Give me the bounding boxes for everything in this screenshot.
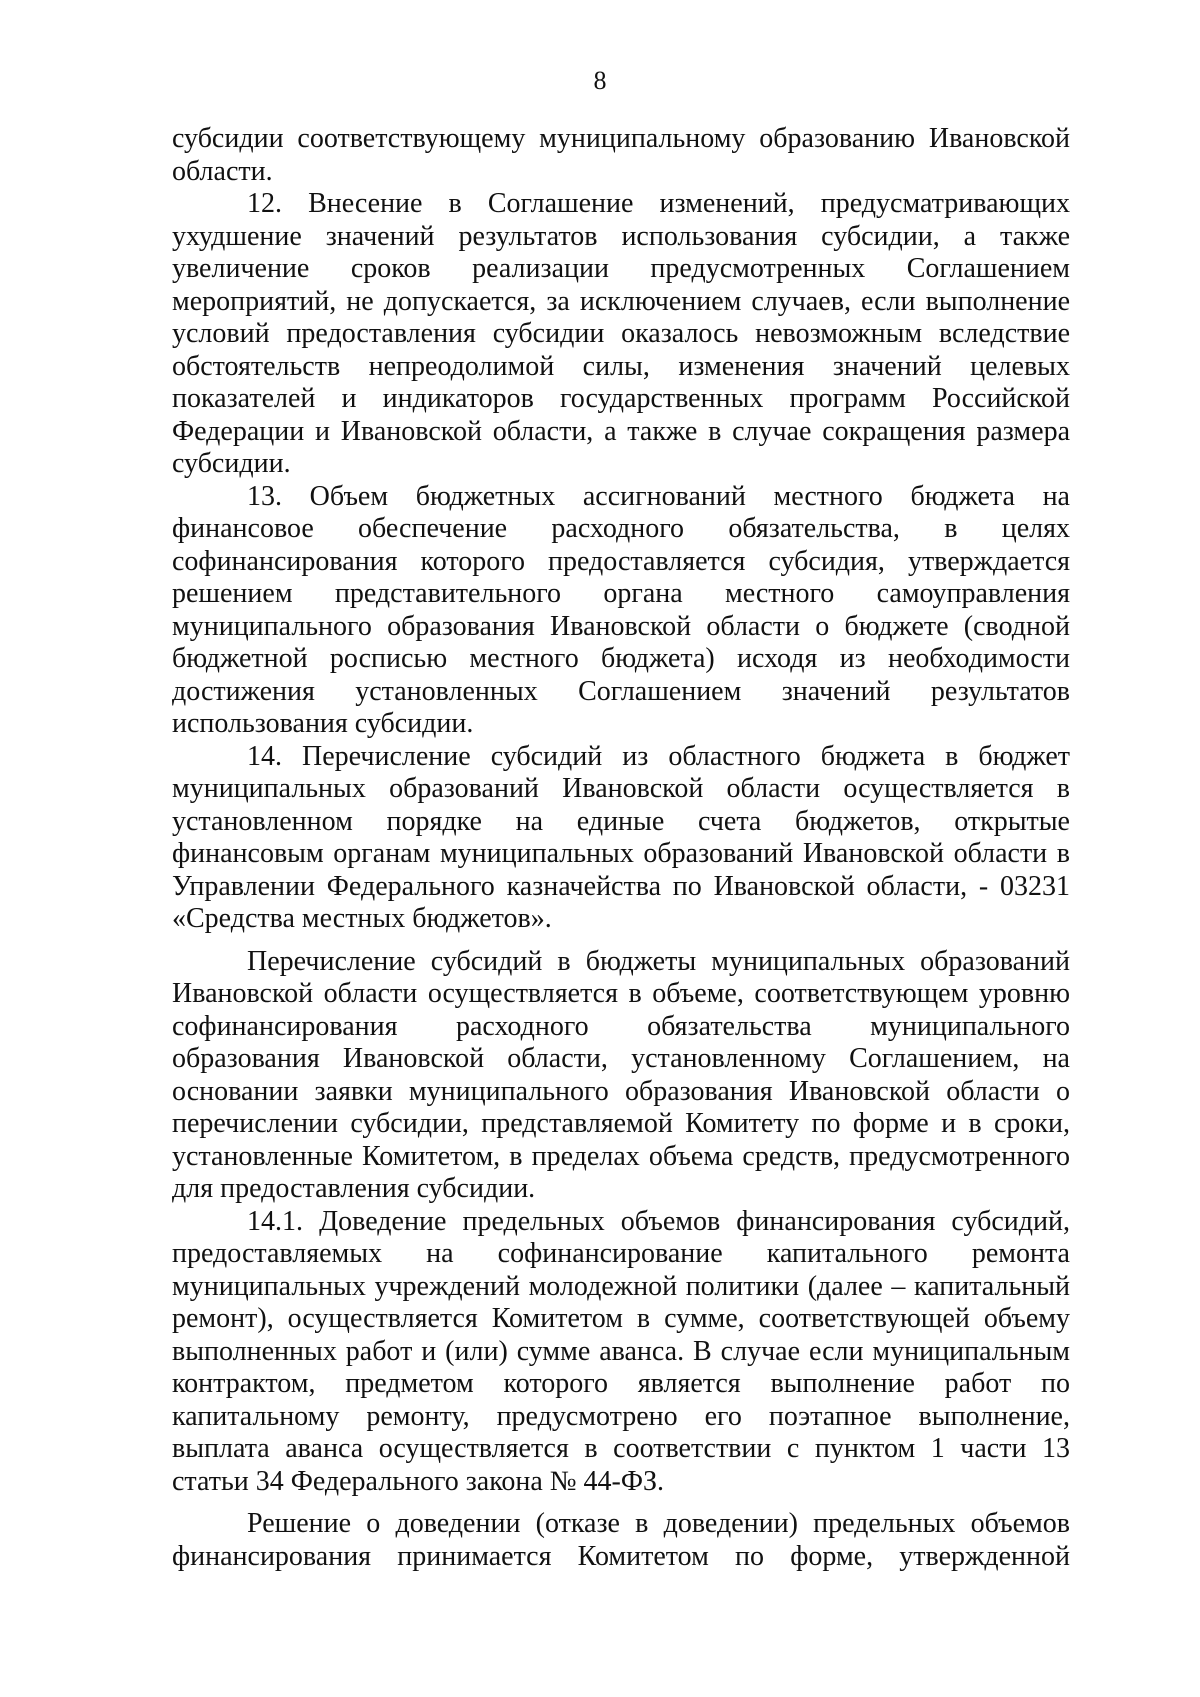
text-line: софинансирования которого предоставляется субсидия, утверждается [172, 545, 1070, 577]
paragraph-p141b [172, 1508, 1070, 1573]
text-line: перечислении субсидии, представляемой Комитету по форме и в сроки, [172, 1108, 1070, 1139]
text-line: Ивановской области осуществляется в объеме, соответствующем уровню [172, 978, 1070, 1009]
paragraph-p12 [172, 188, 1070, 481]
text-line: использования субсидии. [172, 708, 474, 739]
text-line: капитальному ремонту, предусмотрено его поэтапное выполнение, [172, 1400, 1070, 1432]
paragraph-p13 [172, 481, 1070, 741]
text-line: статьи 34 Федерального закона № 44-ФЗ. [172, 1465, 665, 1497]
text-line: 12. Внесение в Соглашение изменений, предусматривающих [247, 188, 1070, 219]
text-line: 14.1. Доведение предельных объемов финансирования субсидий, [247, 1205, 1070, 1237]
text-line: области. [172, 155, 273, 187]
text-line: установленные Комитетом, в пределах объема средств, предусмотренного [172, 1140, 1070, 1172]
text-line: ремонт), осуществляется Комитетом в сумме, соответствующей объему [172, 1303, 1070, 1334]
text-line: муниципального образования Ивановской области о бюджете (сводной [172, 610, 1070, 642]
paragraph-gap [172, 1498, 1070, 1508]
text-line: бюджетной росписью местного бюджета) исходя из необходимости [172, 643, 1070, 674]
paragraph-p0 [172, 123, 1070, 188]
text-line: мероприятий, не допускается, за исключением случаев, если выполнение [172, 285, 1070, 317]
paragraph-p141 [172, 1206, 1070, 1499]
text-line: Федерации и Ивановской области, а также в случае сокращения размера [172, 415, 1070, 447]
text-line: муниципальных учреждений молодежной политики (далее – капитальный [172, 1270, 1070, 1302]
text-line: показателей и индикаторов государственных программ Российской [172, 383, 1070, 414]
text-line: субсидии соответствующему муниципальному образованию Ивановской [172, 123, 1070, 154]
text-line: финансовое обеспечение расходного обязательства, в целях [172, 513, 1070, 544]
paragraph-p14b [172, 946, 1070, 1206]
text-line: установленном порядке на единые счета бюджетов, открытые [172, 805, 1070, 837]
text-line: образования Ивановской области, установленному Соглашением, на [172, 1043, 1070, 1074]
text-line: достижения установленных Соглашением значений результатов [172, 675, 1070, 707]
text-line: финансирования принимается Комитетом по форме, утвержденной [172, 1540, 1070, 1572]
text-line: условий предоставления субсидии оказалось невозможным вследствие [172, 318, 1070, 349]
text-line: основании заявки муниципального образования Ивановской области о [172, 1075, 1070, 1107]
document-body [172, 123, 1070, 1573]
text-line: обстоятельств непреодолимой силы, изменения значений целевых [172, 350, 1070, 382]
text-line: ухудшение значений результатов использования субсидии, а также [172, 220, 1070, 252]
text-line: муниципальных образований Ивановской области осуществляется в [172, 773, 1070, 804]
text-line: выплата аванса осуществляется в соответствии с пунктом 1 части 13 [172, 1433, 1070, 1464]
text-line: контрактом, предметом которого является выполнение работ по [172, 1368, 1070, 1399]
paragraph-gap [172, 936, 1070, 946]
paragraph-p14 [172, 741, 1070, 936]
text-line: для предоставления субсидии. [172, 1173, 536, 1204]
text-line: софинансирования расходного обязательства муниципального [172, 1010, 1070, 1042]
text-line: 13. Объем бюджетных ассигнований местного бюджета на [247, 480, 1070, 512]
text-line: решением представительного органа местного самоуправления [172, 578, 1070, 609]
text-line: Перечисление субсидий в бюджеты муниципальных образований [247, 945, 1070, 977]
text-line: «Средства местных бюджетов». [172, 903, 552, 934]
page-number: 8 [593, 66, 607, 95]
text-line: увеличение сроков реализации предусмотренных Соглашением [172, 253, 1070, 284]
text-line: финансовым органам муниципальных образований Ивановской области в [172, 838, 1070, 869]
text-line: Решение о доведении (отказе в доведении) предельных объемов [247, 1508, 1070, 1539]
text-line: выполненных работ и (или) сумме аванса. В случае если муниципальным [172, 1335, 1070, 1367]
text-line: 14. Перечисление субсидий из областного бюджета в бюджет [247, 740, 1070, 772]
text-line: Управлении Федерального казначейства по Ивановской области, - 03231 [172, 870, 1070, 902]
text-line: предоставляемых на софинансирование капитального ремонта [172, 1238, 1070, 1269]
text-line: субсидии. [172, 448, 291, 479]
